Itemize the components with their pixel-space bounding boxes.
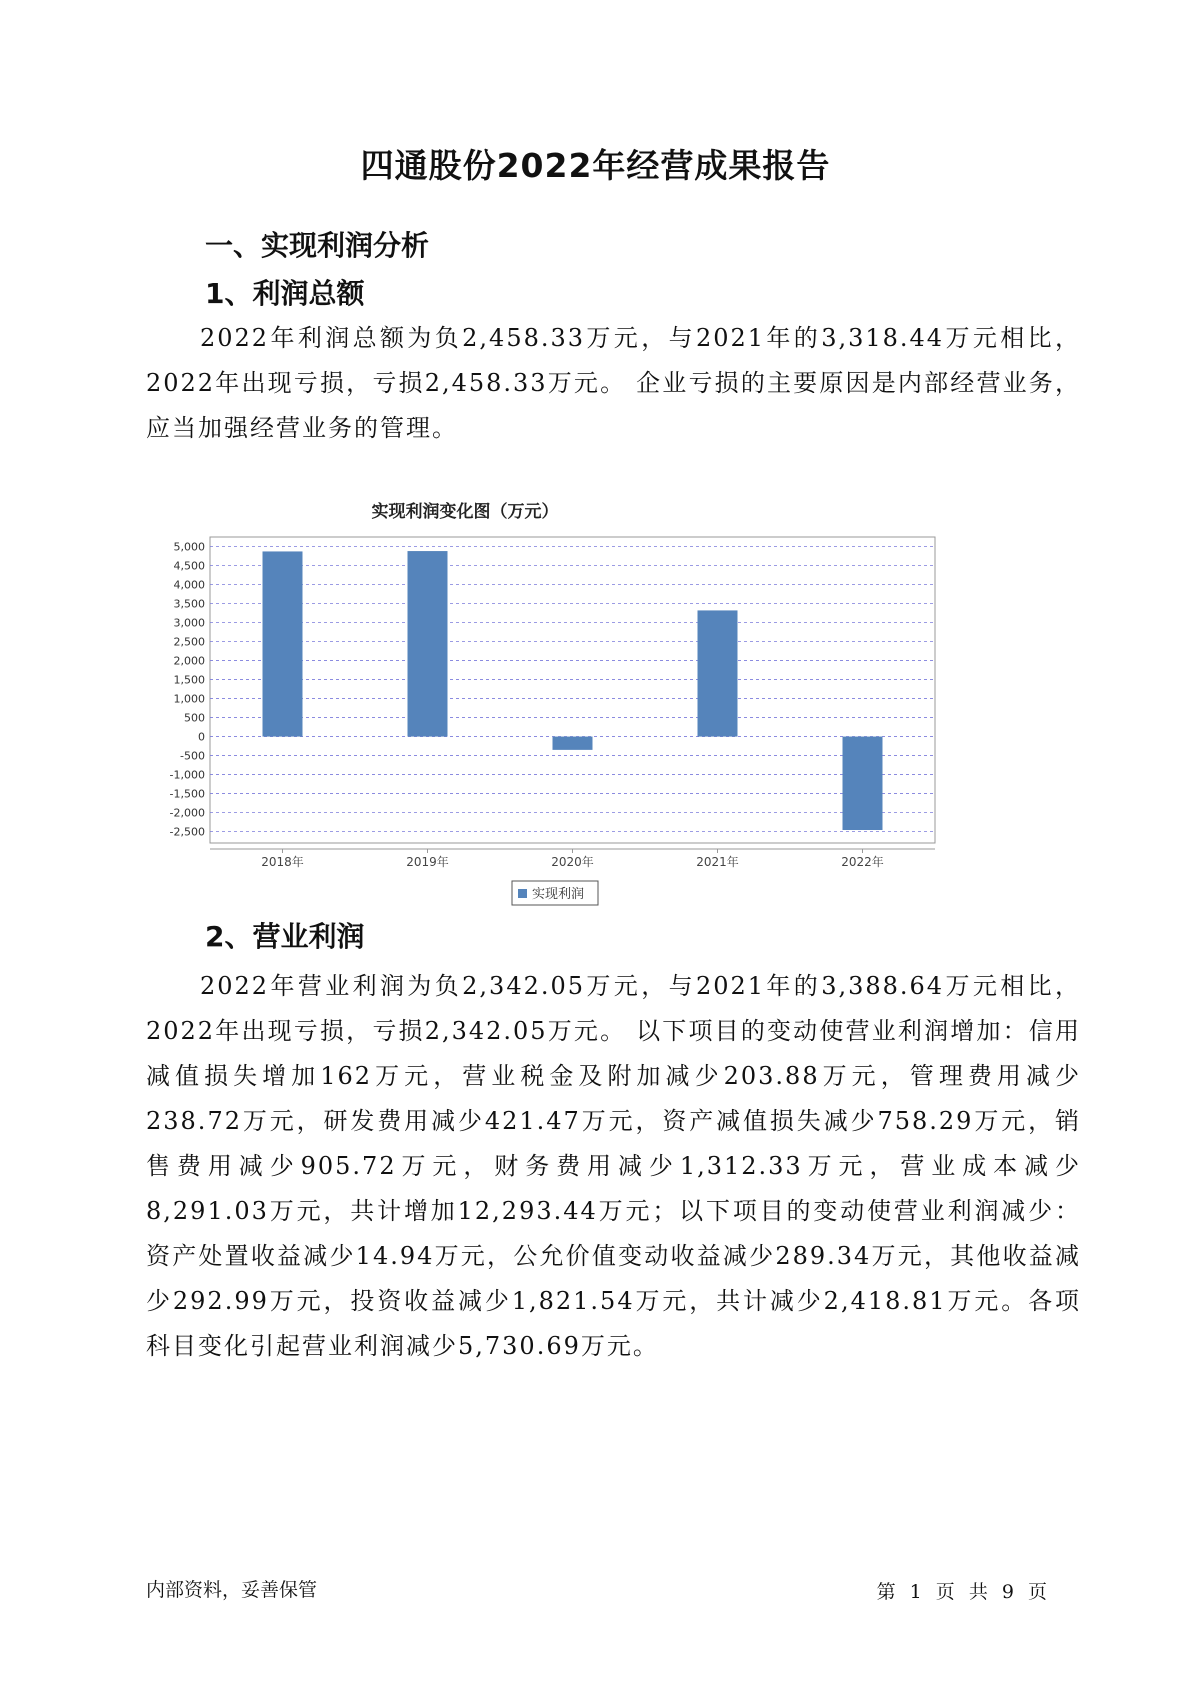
bar-2019年	[408, 551, 448, 737]
y-tick-label: 4,500	[173, 559, 205, 573]
y-tick-label: -2,000	[169, 806, 205, 820]
x-tick-label: 2019年	[406, 855, 449, 869]
section-heading-profit-analysis: 一、实现利润分析	[205, 229, 430, 262]
y-tick-label: 500	[184, 711, 205, 725]
x-tick-label: 2022年	[841, 855, 884, 869]
legend-label: 实现利润	[532, 887, 585, 902]
x-tick-label: 2021年	[696, 855, 739, 869]
y-tick-label: 2,000	[173, 654, 205, 668]
x-tick-label: 2018年	[261, 855, 304, 869]
report-title: 四通股份2022年经营成果报告	[360, 146, 831, 185]
y-tick-label: 4,000	[173, 578, 205, 592]
profit-chart	[160, 495, 1040, 955]
subheading-operating-profit: 2、营业利润	[205, 920, 365, 953]
bar-2022年	[843, 737, 883, 830]
footer-page-number: 第 1 页 共 9 页	[876, 1581, 1051, 1603]
footer-confidential-note: 内部资料，妥善保管	[146, 1579, 318, 1601]
bar-2021年	[698, 610, 738, 736]
bar-2018年	[263, 551, 303, 736]
profit-bar-chart	[160, 495, 1040, 955]
y-tick-label: 3,500	[173, 597, 205, 611]
x-tick-label: 2020年	[551, 855, 594, 869]
y-tick-label: 3,000	[173, 616, 205, 630]
bar-2020年	[553, 737, 593, 750]
paragraph-operating-profit: 2022年营业利润为负2,342.05万元，与2021年的3,388.64万元相比，2022年出现亏损，亏损2,342.05万元。 以下项目的变动使营业利润增加：信用减值损失增加162万元，营业税金及附加减少203.88万元，管理费用减少238.72万元，研发费用减少421.47万元，资产减值损失减少758.29万元，销售费用减少905.72万元，财务费用减少1,312.33万元，营业成本减少8,291.03万元，共计增加12,293.44万元；以下项目的变动使营业利润减少：资产处置收益减少14.94万元，公允价值变动收益减少289.34万元，其他收益减少292.99万元，投资收益减少1,821.54万元，共计减少2,418.81万元。各项科目变化引起营业利润减少5,730.69万元。	[146, 972, 1081, 1360]
legend-swatch	[518, 889, 527, 898]
y-tick-label: -1,500	[169, 787, 205, 801]
paragraph-total-profit: 2022年利润总额为负2,458.33万元，与2021年的3,318.44万元相比，2022年出现亏损，亏损2,458.33万元。 企业亏损的主要原因是内部经营业务，应当加强经营业务的管理。	[146, 324, 1081, 442]
y-tick-label: -2,500	[169, 825, 205, 839]
y-tick-label: -1,000	[169, 768, 205, 782]
y-tick-label: -500	[180, 749, 205, 763]
y-tick-label: 0	[198, 730, 205, 744]
chart-title: 实现利润变化图（万元）	[371, 502, 559, 522]
plot-area	[210, 537, 935, 843]
y-tick-label: 2,500	[173, 635, 205, 649]
y-tick-label: 1,500	[173, 673, 205, 687]
y-tick-label: 5,000	[173, 540, 205, 554]
y-tick-label: 1,000	[173, 692, 205, 706]
subheading-total-profit: 1、利润总额	[205, 277, 365, 310]
